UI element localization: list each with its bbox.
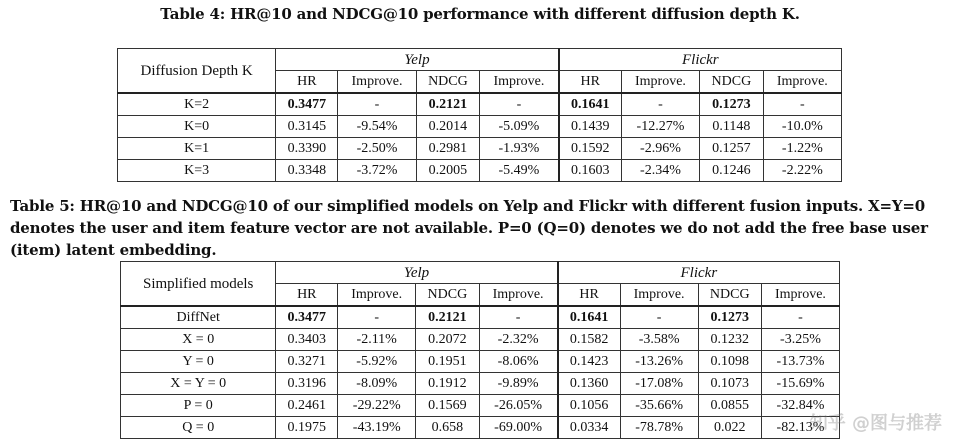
row-label: K=3 <box>118 160 276 182</box>
cell: -3.58% <box>620 329 698 351</box>
cell: 0.1098 <box>698 351 761 373</box>
cell: -12.27% <box>621 116 699 138</box>
row-label: Y = 0 <box>121 351 276 373</box>
cell: 0.1641 <box>558 306 620 329</box>
cell: 0.1423 <box>558 351 620 373</box>
cell: -1.93% <box>480 138 559 160</box>
cell: 0.1273 <box>698 306 761 329</box>
table-row <box>121 395 840 417</box>
table4-row-header: Diffusion Depth K <box>118 49 276 94</box>
column-header: Improve. <box>338 71 416 94</box>
cell: -2.50% <box>338 138 416 160</box>
cell: 0.3271 <box>276 351 338 373</box>
cell: -9.89% <box>479 373 558 395</box>
cell: -2.32% <box>479 329 558 351</box>
table4-dataset-flickr: Flickr <box>559 49 842 71</box>
cell: 0.3348 <box>276 160 338 182</box>
cell: 0.2121 <box>416 306 479 329</box>
cell: 0.3403 <box>276 329 338 351</box>
table4-dataset-yelp: Yelp <box>276 49 559 71</box>
table-row <box>121 373 840 395</box>
cell: -32.84% <box>761 395 839 417</box>
table-row <box>121 351 840 373</box>
cell: -35.66% <box>620 395 698 417</box>
cell: -8.09% <box>338 373 416 395</box>
cell: 0.1257 <box>700 138 764 160</box>
table-row <box>118 160 842 182</box>
watermark: 知乎 @图与推荐 <box>809 413 942 434</box>
cell: 0.2072 <box>416 329 479 351</box>
row-label: Q = 0 <box>121 417 276 439</box>
cell: 0.1273 <box>700 93 764 116</box>
column-header: Improve. <box>621 71 699 94</box>
table5 <box>120 261 840 439</box>
cell: 0.3145 <box>276 116 338 138</box>
cell: -2.22% <box>763 160 841 182</box>
column-header: NDCG <box>698 284 761 307</box>
column-header: Improve. <box>338 284 416 307</box>
column-header: Improve. <box>761 284 839 307</box>
cell: 0.1073 <box>698 373 761 395</box>
cell: -82.13% <box>761 417 839 439</box>
cell: -26.05% <box>479 395 558 417</box>
table-row <box>121 329 840 351</box>
column-header: Improve. <box>479 284 558 307</box>
table5-dataset-yelp: Yelp <box>276 262 558 284</box>
cell: -29.22% <box>338 395 416 417</box>
cell: 0.1582 <box>558 329 620 351</box>
column-header: NDCG <box>700 71 764 94</box>
cell: - <box>763 93 841 116</box>
cell: 0.3390 <box>276 138 338 160</box>
cell: -10.0% <box>763 116 841 138</box>
column-header: HR <box>276 284 338 307</box>
row-label: P = 0 <box>121 395 276 417</box>
cell: 0.1603 <box>559 160 622 182</box>
cell: -5.09% <box>480 116 559 138</box>
row-label: K=0 <box>118 116 276 138</box>
cell: 0.1641 <box>559 93 622 116</box>
cell: 0.1592 <box>559 138 622 160</box>
cell: 0.2121 <box>416 93 480 116</box>
column-header: HR <box>559 71 622 94</box>
column-header: NDCG <box>416 71 480 94</box>
cell: - <box>621 93 699 116</box>
cell: -5.92% <box>338 351 416 373</box>
column-header: Improve. <box>620 284 698 307</box>
cell: 0.1439 <box>559 116 622 138</box>
cell: 0.1246 <box>700 160 764 182</box>
cell: 0.0334 <box>558 417 620 439</box>
cell: 0.1056 <box>558 395 620 417</box>
cell: - <box>338 93 416 116</box>
column-header: Improve. <box>480 71 559 94</box>
cell: -1.22% <box>763 138 841 160</box>
cell: -5.49% <box>480 160 559 182</box>
row-label: DiffNet <box>121 306 276 329</box>
table-row <box>118 116 842 138</box>
column-header: HR <box>276 71 338 94</box>
table-row <box>121 417 840 439</box>
column-header: Improve. <box>763 71 841 94</box>
cell: 0.3477 <box>276 93 338 116</box>
cell: 0.1975 <box>276 417 338 439</box>
cell: -2.34% <box>621 160 699 182</box>
table5-dataset-flickr: Flickr <box>558 262 840 284</box>
cell: - <box>620 306 698 329</box>
cell: 0.2014 <box>416 116 480 138</box>
cell: 0.3477 <box>276 306 338 329</box>
cell: -43.19% <box>338 417 416 439</box>
cell: -69.00% <box>479 417 558 439</box>
cell: -13.26% <box>620 351 698 373</box>
cell: 0.658 <box>416 417 479 439</box>
cell: -2.96% <box>621 138 699 160</box>
cell: 0.2981 <box>416 138 480 160</box>
column-header: NDCG <box>416 284 479 307</box>
table-row <box>118 93 842 116</box>
cell: -13.73% <box>761 351 839 373</box>
cell: 0.1569 <box>416 395 479 417</box>
cell: 0.3196 <box>276 373 338 395</box>
cell: -78.78% <box>620 417 698 439</box>
table-row <box>118 138 842 160</box>
row-label: X = 0 <box>121 329 276 351</box>
cell: 0.1912 <box>416 373 479 395</box>
cell: -3.72% <box>338 160 416 182</box>
row-label: K=2 <box>118 93 276 116</box>
cell: 0.2005 <box>416 160 480 182</box>
cell: -15.69% <box>761 373 839 395</box>
cell: 0.0855 <box>698 395 761 417</box>
cell: 0.1232 <box>698 329 761 351</box>
cell: 0.1951 <box>416 351 479 373</box>
cell: - <box>761 306 839 329</box>
table4-caption: Table 4: HR@10 and NDCG@10 performance with different diffusion depth K. <box>160 5 800 23</box>
row-label: X = Y = 0 <box>121 373 276 395</box>
cell: - <box>480 93 559 116</box>
cell: -3.25% <box>761 329 839 351</box>
cell: 0.1148 <box>700 116 764 138</box>
cell: -2.11% <box>338 329 416 351</box>
table5-caption: Table 5: HR@10 and NDCG@10 of our simplified models on Yelp and Flickr with different fusion inputs. X=Y=0 denotes the user and item feature vector are not available. P=0 (Q=0) denotes we do not add the free base user (item) latent embedding. <box>10 197 928 259</box>
cell: -9.54% <box>338 116 416 138</box>
table5-row-header: Simplified models <box>121 262 276 307</box>
cell: 0.022 <box>698 417 761 439</box>
table-row <box>121 306 840 329</box>
cell: - <box>479 306 558 329</box>
row-label: K=1 <box>118 138 276 160</box>
column-header: HR <box>558 284 620 307</box>
cell: -8.06% <box>479 351 558 373</box>
cell: 0.2461 <box>276 395 338 417</box>
cell: - <box>338 306 416 329</box>
cell: 0.1360 <box>558 373 620 395</box>
cell: -17.08% <box>620 373 698 395</box>
table4 <box>117 48 842 182</box>
